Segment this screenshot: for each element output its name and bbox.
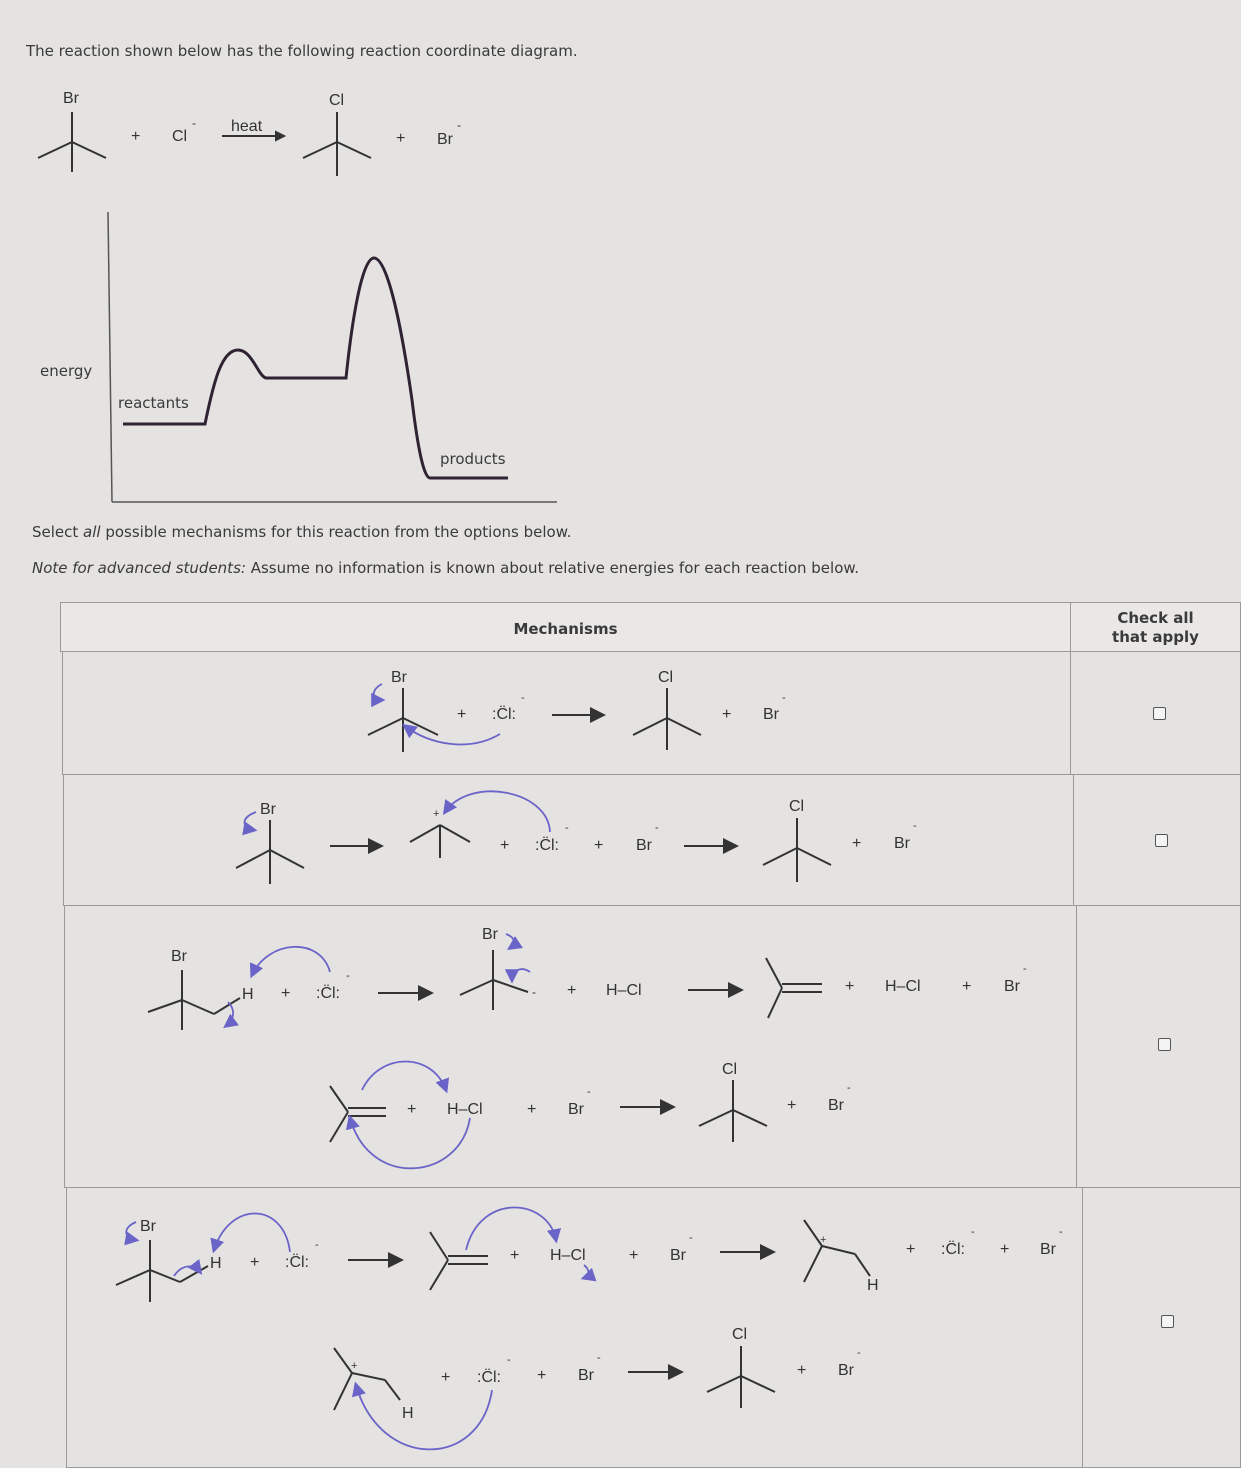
r3-plus-4: + [962, 978, 972, 995]
r2-plus-1: + [500, 837, 510, 854]
r1-br: Br [391, 669, 407, 686]
r4b-carbocation-plus: + [351, 1360, 358, 1372]
r3b-hcl: H–Cl [447, 1101, 483, 1118]
r3-br-2: Br [482, 926, 498, 943]
r2-carbocation-plus: + [433, 808, 440, 820]
header-check-line1: Check all [1117, 609, 1194, 627]
r4-br-ion-2: Br [1040, 1241, 1056, 1258]
r2-minus-br-2: - [913, 820, 917, 832]
leaving-group-br: Br [437, 131, 453, 148]
r4b-minus-cl: - [507, 1354, 511, 1366]
r1-plus-1: + [457, 706, 467, 723]
r4b-h: H [402, 1405, 414, 1422]
r4-minus-br: - [689, 1232, 693, 1244]
header-check-line2: that apply [1112, 628, 1199, 646]
r4-br: Br [140, 1218, 156, 1235]
note: Note for advanced students: Assume no information is known about relative energies for each reaction below. [32, 559, 860, 577]
r4b-cl-nucleophile: :C̈l: [477, 1369, 501, 1386]
r3-br: Br [171, 948, 187, 965]
products-label: products [440, 450, 506, 468]
r3b-minus-br: - [587, 1086, 591, 1098]
r3-hcl-1: H–Cl [606, 982, 642, 999]
r4-minus-cl: - [315, 1239, 319, 1251]
r4-plus-1: + [250, 1254, 260, 1271]
r4-hcl: H–Cl [550, 1247, 586, 1264]
r3-hcl-2: H–Cl [885, 978, 921, 995]
r4b-br-leaving: Br [838, 1362, 854, 1379]
r2-cl-product: Cl [789, 798, 805, 815]
nucleophile-cl: Cl [172, 128, 188, 145]
r3-cl-nucleophile: :C̈l: [316, 985, 340, 1002]
charge-1: - [192, 116, 196, 130]
r3-carbanion-minus: - [532, 985, 536, 999]
r1-cl-product: Cl [658, 669, 674, 686]
r3b-plus-2: + [527, 1101, 537, 1118]
r4-carbocation-plus: + [820, 1234, 827, 1246]
r4-plus-4: + [906, 1241, 916, 1258]
r4-plus-2: + [510, 1247, 520, 1264]
r1-plus-2: + [722, 706, 732, 723]
r3-plus-2: + [567, 982, 577, 999]
r3b-br-leaving: Br [828, 1097, 844, 1114]
reactant-br: Br [63, 90, 79, 107]
r2-br: Br [260, 801, 276, 818]
r4-plus-5: + [1000, 1241, 1010, 1258]
r3-minus-cl: - [346, 970, 350, 982]
r4-minus-cl-2: - [971, 1226, 975, 1238]
r4-cl-nucleophile: :C̈l: [285, 1254, 309, 1271]
reactants-label: reactants [118, 394, 189, 412]
r4-br-ion: Br [670, 1247, 686, 1264]
arrow-label-heat: heat [231, 118, 263, 135]
r1-minus-br: - [782, 692, 786, 704]
r1-br-leaving: Br [763, 706, 779, 723]
r3-h: H [242, 986, 254, 1003]
r3b-cl-product: Cl [722, 1061, 738, 1078]
r3-plus-1: + [281, 985, 291, 1002]
r4b-plus-2: + [537, 1367, 547, 1384]
r4b-minus-br-2: - [857, 1347, 861, 1359]
charge-2: - [457, 118, 461, 132]
r2-br-ion: Br [636, 837, 652, 854]
r4b-br-ion: Br [578, 1367, 594, 1384]
r2-minus-cl: - [565, 822, 569, 834]
header-mechanisms: Mechanisms [513, 620, 618, 638]
r3b-minus-br-2: - [847, 1082, 851, 1094]
r2-plus-2: + [594, 837, 604, 854]
r4-h: H [210, 1255, 222, 1272]
r2-plus-3: + [852, 835, 862, 852]
r4b-minus-br: - [597, 1352, 601, 1364]
r1-cl-nucleophile: :C̈l: [492, 706, 516, 723]
product-cl: Cl [329, 92, 345, 109]
r4-h-2: H [867, 1277, 879, 1294]
r3-plus-3: + [845, 978, 855, 995]
instruction: Select all possible mechanisms for this reaction from the options below. [32, 523, 572, 541]
plus-2: + [396, 130, 406, 147]
question-intro: The reaction shown below has the following reaction coordinate diagram. [26, 42, 578, 60]
r3-br-ion: Br [1004, 978, 1020, 995]
r2-cl-nucleophile: :C̈l: [535, 837, 559, 854]
r3-minus-br: - [1023, 963, 1027, 975]
r2-br-leaving: Br [894, 835, 910, 852]
r3b-plus-3: + [787, 1097, 797, 1114]
r4-cl-nucleophile-2: :C̈l: [941, 1241, 965, 1258]
r3b-plus-1: + [407, 1101, 417, 1118]
plus-1: + [131, 128, 141, 145]
r4b-plus-3: + [797, 1362, 807, 1379]
r2-minus-br-1: - [655, 822, 659, 834]
r4-plus-3: + [629, 1247, 639, 1264]
r1-minus-cl: - [521, 692, 525, 704]
r4b-cl-product: Cl [732, 1326, 748, 1343]
r3b-br-ion: Br [568, 1101, 584, 1118]
r4-minus-br-2: - [1059, 1226, 1063, 1238]
y-axis-label: energy [40, 362, 93, 380]
r4b-plus-1: + [441, 1369, 451, 1386]
